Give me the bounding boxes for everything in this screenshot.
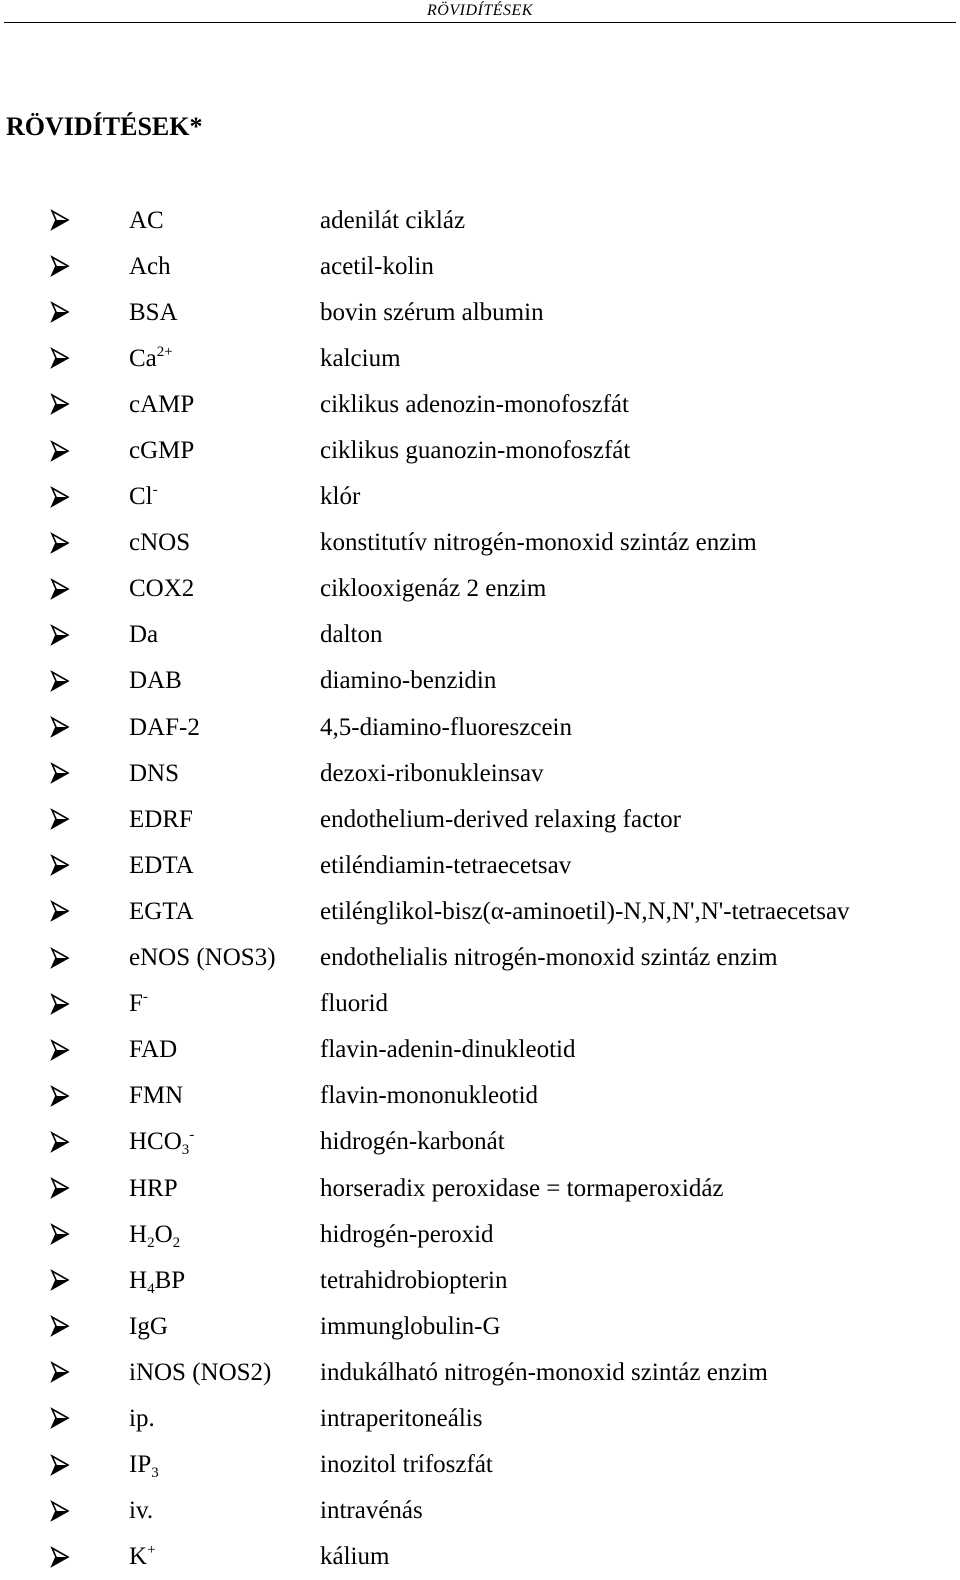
abbreviation-definition: fluorid [320,990,389,1018]
abbreviation-definition: horseradix peroxidase = tormaperoxidáz [320,1174,724,1202]
arrowhead-bullet-icon [50,347,70,369]
term-term: DNS [129,759,180,787]
arrowhead-bullet-icon [50,1177,70,1199]
abbreviation-definition: ciklooxigenáz 2 enzim [320,575,547,603]
term-sup: - [152,482,158,499]
term-term: IP [129,1451,152,1479]
abbreviation-definition: intravénás [320,1497,423,1525]
arrowhead-bullet-icon [50,1454,70,1476]
term-term: AC [129,206,164,234]
list-item [0,566,960,612]
list-item [0,888,960,934]
term-sup: - [189,1127,195,1144]
term-term: EDRF [129,805,193,833]
arrowhead-bullet-icon [50,255,70,277]
abbreviation-term [129,484,320,509]
arrowhead-bullet-icon [50,1361,70,1383]
abbreviation-definition: klór [320,483,361,511]
arrowhead-bullet-icon [50,1500,70,1522]
term-term: Da [129,621,159,649]
list-item [0,750,960,796]
term-term: COX2 [129,575,195,603]
abbreviation-term [129,853,320,878]
term-sub2: 2 [172,1234,181,1251]
abbreviation-term [129,715,320,740]
page-title: RÖVIDÍTÉSEK* [6,112,203,141]
list-item [0,981,960,1027]
list-item [0,796,960,842]
list-item [0,612,960,658]
arrowhead-bullet-icon [50,393,70,415]
abbreviation-definition: immunglobulin-G [320,1312,501,1340]
arrowhead-bullet-icon [50,947,70,969]
abbreviation-definition: etilénglikol-bisz(α-aminoetil)-N,N,N',N'-tetraecetsav [320,897,850,925]
abbreviation-term [129,1037,320,1062]
abbreviation-definition: indukálható nitrogén-monoxid szintáz enzim [320,1358,768,1386]
term-term: HRP [129,1174,178,1202]
abbreviation-term [129,1176,320,1201]
abbreviation-term [129,1498,320,1523]
term-term: DAF-2 [129,713,200,741]
term-sup: 2+ [156,343,173,360]
term-tail: O [154,1220,173,1248]
abbreviation-term [129,208,320,233]
arrowhead-bullet-icon [50,624,70,646]
list-item [0,658,960,704]
term-term: cAMP [129,390,195,418]
arrowhead-bullet-icon [50,1223,70,1245]
running-header: RÖVIDÍTÉSEK [427,2,533,19]
list-item [0,1073,960,1119]
term-term: BSA [129,298,178,326]
term-sub: 3 [151,1465,159,1482]
term-term: Ach [129,252,171,280]
term-term: Cl [129,483,153,511]
term-tail: BP [154,1266,186,1294]
arrowhead-bullet-icon [50,532,70,554]
abbreviation-term [129,1544,320,1569]
arrowhead-bullet-icon [50,301,70,323]
abbreviation-term [129,899,320,924]
term-term: EGTA [129,897,194,925]
abbreviation-term [129,807,320,832]
arrowhead-bullet-icon [50,1039,70,1061]
arrowhead-bullet-icon [50,1085,70,1107]
list-item [0,1211,960,1257]
term-term: FAD [129,1036,178,1064]
abbreviation-definition: intraperitoneális [320,1404,483,1432]
arrowhead-bullet-icon [50,900,70,922]
abbreviation-term [129,945,320,970]
abbreviation-term [129,1314,320,1339]
arrowhead-bullet-icon [50,993,70,1015]
header-rule [4,22,956,23]
abbreviation-term [129,1406,320,1431]
term-term: IgG [129,1312,168,1340]
abbreviation-definition: kalcium [320,344,401,372]
term-term: cGMP [129,437,195,465]
list-item [0,1119,960,1165]
abbreviation-term [129,438,320,463]
abbreviation-definition: endothelialis nitrogén-monoxid szintáz enzim [320,944,778,972]
list-item [0,1165,960,1211]
abbreviation-definition: acetil-kolin [320,252,434,280]
arrowhead-bullet-icon [50,762,70,784]
abbreviation-definition: ciklikus guanozin-monofoszfát [320,437,631,465]
abbreviation-term [129,1083,320,1108]
term-term: FMN [129,1082,184,1110]
arrowhead-bullet-icon [50,1315,70,1337]
abbreviation-definition: dezoxi-ribonukleinsav [320,759,544,787]
list-item [0,1442,960,1488]
term-term: iNOS (NOS2) [129,1358,272,1386]
abbreviation-term [129,576,320,601]
list-item [0,474,960,520]
list-item [0,197,960,243]
abbreviation-definition: inozitol trifoszfát [320,1451,493,1479]
arrowhead-bullet-icon [50,670,70,692]
abbreviation-definition: 4,5-diamino-fluoreszcein [320,713,572,741]
abbreviation-term [129,1360,320,1385]
abbreviation-definition: hidrogén-karbonát [320,1128,505,1156]
list-item [0,1488,960,1534]
list-item [0,1257,960,1303]
term-term: Ca [129,344,157,372]
abbreviation-definition: diamino-benzidin [320,667,497,695]
term-term: cNOS [129,529,191,557]
term-term: ip. [129,1404,155,1432]
term-term: H [129,1220,148,1248]
abbreviation-definition: hidrogén-peroxid [320,1220,494,1248]
abbreviation-term [129,991,320,1016]
abbreviation-definition: flavin-adenin-dinukleotid [320,1036,576,1064]
term-term: H [129,1266,148,1294]
abbreviation-definition: dalton [320,621,383,649]
term-term: EDTA [129,851,194,879]
list-item [0,1303,960,1349]
arrowhead-bullet-icon [50,808,70,830]
abbreviation-term [129,622,320,647]
list-item [0,842,960,888]
term-sub: 3 [181,1142,190,1159]
abbreviation-definition: flavin-mononukleotid [320,1082,539,1110]
list-item [0,520,960,566]
list-item [0,704,960,750]
term-term: F [129,990,143,1018]
arrowhead-bullet-icon [50,1407,70,1429]
abbreviation-definition: etiléndiamin-tetraecetsav [320,851,572,879]
abbreviation-definition: bovin szérum albumin [320,298,544,326]
term-term: eNOS (NOS3) [129,944,276,972]
list-item [0,1395,960,1441]
arrowhead-bullet-icon [50,209,70,231]
list-item [0,1349,960,1395]
arrowhead-bullet-icon [50,1546,70,1568]
arrowhead-bullet-icon [50,440,70,462]
arrowhead-bullet-icon [50,1131,70,1153]
term-sub: 2 [147,1234,155,1251]
abbreviation-definition: adenilát cikláz [320,206,466,234]
abbreviation-term [129,300,320,325]
list-item [0,289,960,335]
term-sup: - [142,989,148,1006]
list-item [0,243,960,289]
list-item [0,381,960,427]
abbreviation-term [129,392,320,417]
list-item [0,1027,960,1073]
term-term: K [129,1543,148,1571]
term-term: DAB [129,667,182,695]
term-term: HCO [129,1128,182,1156]
abbreviation-term [129,530,320,555]
abbreviation-term [129,343,320,372]
abbreviation-term [129,1220,320,1251]
arrowhead-bullet-icon [50,578,70,600]
abbreviation-term [129,1451,320,1482]
term-term: iv. [129,1497,154,1525]
abbreviation-definition: tetrahidrobiopterin [320,1266,508,1294]
arrowhead-bullet-icon [50,486,70,508]
arrowhead-bullet-icon [50,1269,70,1291]
abbreviation-term [129,761,320,786]
term-sub: 4 [147,1280,155,1297]
abbreviation-list [0,197,960,1580]
list-item [0,427,960,473]
list-item [0,935,960,981]
term-sup: + [147,1542,156,1559]
abbreviation-definition: ciklikus adenozin-monofoszfát [320,390,629,418]
abbreviation-definition: kálium [320,1543,390,1571]
abbreviation-definition: endothelium-derived relaxing factor [320,805,681,833]
arrowhead-bullet-icon [50,716,70,738]
list-item [0,335,960,381]
abbreviation-term [129,1127,320,1159]
abbreviation-term [129,1266,320,1297]
abbreviation-term [129,668,320,693]
abbreviation-term [129,254,320,279]
abbreviation-definition: konstitutív nitrogén-monoxid szintáz enzim [320,529,757,557]
arrowhead-bullet-icon [50,854,70,876]
